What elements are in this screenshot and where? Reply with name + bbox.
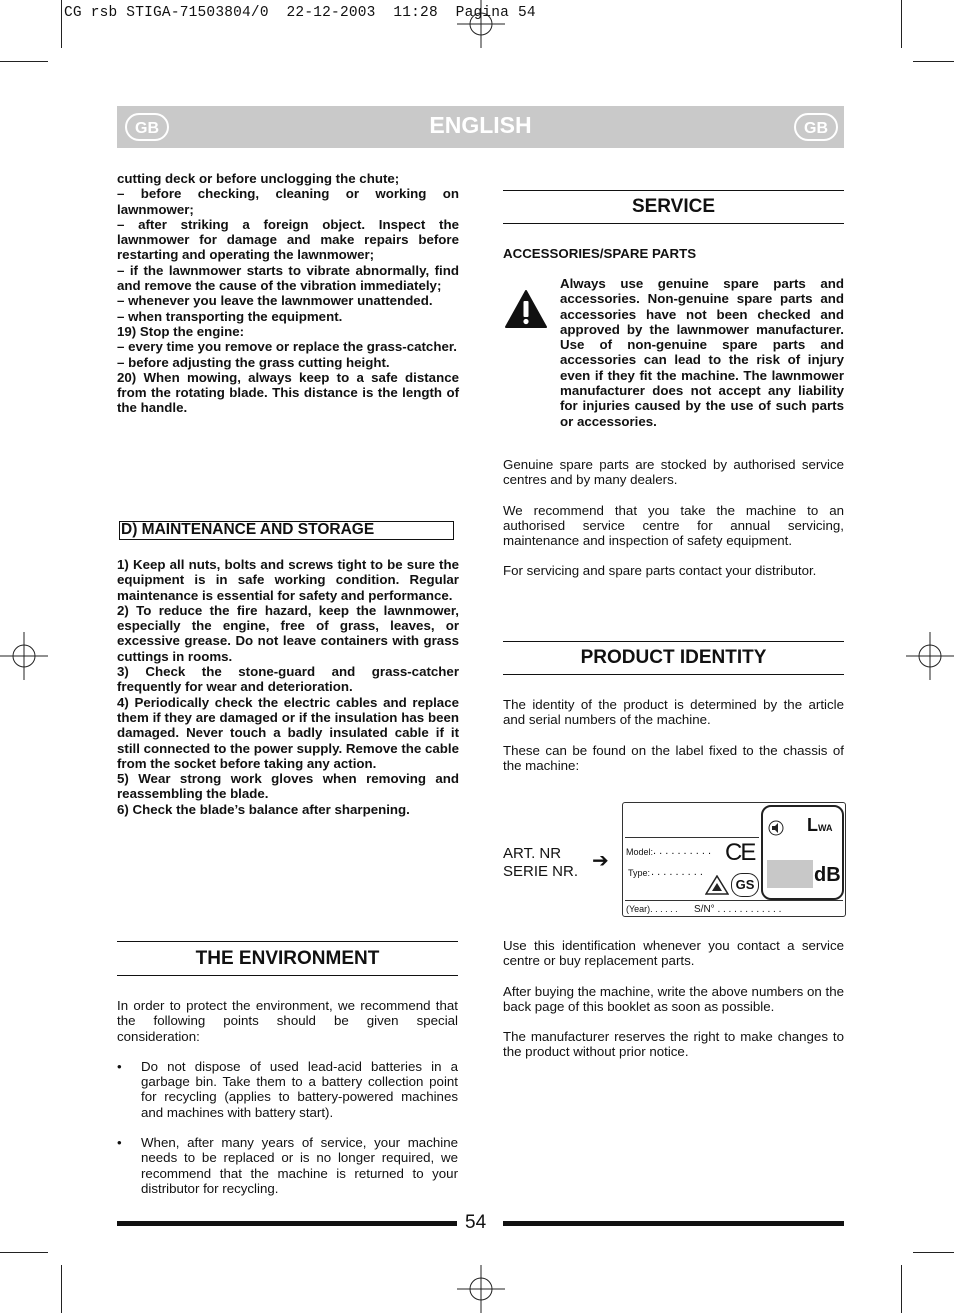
- language-title: ENGLISH: [429, 112, 532, 138]
- crop-mark: [901, 0, 902, 48]
- service-heading: SERVICE: [631, 196, 716, 217]
- label-model-dots: . . . . . . . . . .: [653, 845, 712, 857]
- crop-mark: [61, 1265, 62, 1313]
- art-nr-callout: ART. NR: [503, 845, 562, 862]
- lwa-symbol: [807, 815, 833, 836]
- safety-line: – before checking, cleaning or working on lawnmower;: [117, 186, 459, 217]
- section-rule: [117, 975, 458, 976]
- bullet-text: Do not dispose of used lead-acid batteries in a garbage bin. Take them to a battery collection point for recycling (applies to battery-powered machines and machines with battery start).: [141, 1058, 458, 1120]
- maintenance-item: 5) Wear strong work gloves when removing and reassembling the blade.: [117, 771, 459, 802]
- identity-body-after: [503, 938, 844, 1060]
- crop-mark: [913, 61, 954, 62]
- maintenance-item: 6) Check the blade’s balance after sharpening.: [117, 801, 410, 817]
- crop-mark: [61, 0, 62, 48]
- service-paragraph: We recommend that you take the machine to an authorised service centre for annual servicing, maintenance and inspection of safety equipment.: [503, 502, 844, 549]
- maintenance-heading: D) MAINTENANCE AND STORAGE: [121, 521, 375, 538]
- warning-triangle-icon: [504, 289, 548, 329]
- maintenance-item: 2) To reduce the fire hazard, keep the lawnmower, especially the engine, free of grass, leaves, or excessive grease. Do not leave containers with grass cuttings in rooms.: [117, 602, 459, 664]
- label-model: Model:: [626, 847, 654, 857]
- certification-triangle-icon: [705, 875, 729, 895]
- list-item: [117, 1135, 458, 1196]
- maintenance-item: 4) Periodically check the electric cables and replace them if they are damaged or if the insulation has been damaged. Never touch a badly insulated cable if it still connected to the power supply. Remove the cable from the socket before taking any action.: [117, 694, 459, 771]
- crop-mark: [0, 61, 48, 62]
- warning-text: Always use genuine spare parts and accessories. Non-genuine spare parts and accessories have not been checked and approved by the lawnmower manufacturer. Use of non-genuine spare parts and accessories can lead to the risk of injury even if they fit the machine. The lawnmower manufacturer does not accept any liability for injuries caused by the use of such parts or accessories.: [560, 276, 844, 429]
- bullet-text: When, after many years of service, your machine needs to be replaced or is no longer required, we recommend that the machine is returned to your distributor for recycling.: [141, 1135, 458, 1196]
- lwa-subscript: WA: [818, 823, 833, 833]
- registration-mark-icon: [457, 1265, 505, 1313]
- label-type: Type:: [628, 868, 651, 878]
- print-slug: CG rsb STIGA-71503804/0 22-12-2003 11:28 Pagina 54: [64, 5, 536, 21]
- footer-rule: [503, 1221, 844, 1226]
- section-rule: [503, 223, 844, 224]
- identity-body: [503, 697, 844, 773]
- safety-line: – every time you remove or replace the grass-catcher.: [117, 339, 457, 355]
- safety-line: 20) When mowing, always keep to a safe distance from the rotating blade. This distance is the length of the handle.: [117, 369, 459, 416]
- gb-badge-icon: GB: [125, 113, 169, 141]
- gb-badge-icon: GB: [794, 113, 838, 141]
- bullet-icon: •: [117, 1135, 122, 1151]
- label-type-dots: . . . . . . . . .: [651, 866, 703, 878]
- section-rule: [503, 641, 844, 642]
- noise-level-box: [761, 805, 844, 900]
- safety-line: – after striking a foreign object. Inspect the lawnmower for damage and make repairs before restarting and operating the lawnmower;: [117, 216, 459, 263]
- lwa-letter: L: [807, 815, 818, 835]
- maintenance-list: [117, 557, 459, 817]
- label-callouts: [503, 845, 578, 881]
- safety-line: – whenever you leave the lawnmower unattended.: [117, 293, 433, 309]
- service-body: [503, 457, 844, 579]
- crop-mark: [0, 1252, 48, 1253]
- maintenance-heading-box: [119, 521, 454, 540]
- ce-mark-icon: CE: [725, 839, 755, 866]
- label-rule: [625, 837, 759, 838]
- safety-line: – when transporting the equipment.: [117, 308, 343, 324]
- identity-paragraph: The identity of the product is determined by the article and serial numbers of the machine.: [503, 697, 844, 728]
- maintenance-item: 3) Check the stone-guard and grass-catcher frequently for wear and deterioration.: [117, 664, 459, 695]
- page-number: 54: [465, 1212, 487, 1233]
- label-rule: [625, 900, 843, 901]
- safety-line: – if the lawnmower starts to vibrate abnormally, find and remove the cause of the vibration immediately;: [117, 262, 459, 294]
- identity-paragraph: These can be found on the label fixed to the chassis of the machine:: [503, 742, 844, 773]
- safety-line: 19) Stop the engine:: [117, 323, 245, 339]
- service-paragraph: For servicing and spare parts contact your distributor.: [503, 563, 817, 579]
- section-rule: [503, 674, 844, 675]
- noise-value-field: [767, 860, 813, 888]
- label-year: (Year). . . . . .: [626, 904, 678, 914]
- environment-body: [117, 998, 458, 1196]
- list-item: [117, 1059, 458, 1120]
- accessories-heading: ACCESSORIES/SPARE PARTS: [503, 246, 697, 261]
- label-sn: S/N° . . . . . . . . . . . .: [694, 904, 782, 915]
- identity-heading: PRODUCT IDENTITY: [580, 647, 767, 668]
- bullet-icon: •: [117, 1058, 122, 1074]
- sound-icon: [768, 819, 784, 837]
- gs-mark-icon: GS: [731, 873, 759, 897]
- crop-mark: [901, 1265, 902, 1313]
- safety-line: cutting deck or before unclogging the chute;: [117, 171, 400, 186]
- registration-mark-icon: [0, 632, 48, 680]
- language-banner: [117, 106, 844, 148]
- environment-heading: THE ENVIRONMENT: [195, 948, 380, 969]
- identity-paragraph: Use this identification whenever you contact a service centre or buy replacement parts.: [503, 938, 844, 969]
- db-unit: dB: [814, 864, 841, 886]
- environment-intro: In order to protect the environment, we recommend that the following points should be given special consideration:: [117, 998, 458, 1044]
- identity-paragraph: After buying the machine, write the above numbers on the back page of this booklet as soon as possible.: [503, 983, 844, 1014]
- identity-paragraph: The manufacturer reserves the right to make changes to the product without prior notice.: [503, 1029, 844, 1060]
- product-label: [622, 802, 846, 917]
- arrow-icon: ➔: [592, 850, 609, 872]
- serie-nr-callout: SERIE NR.: [503, 863, 579, 880]
- footer-rule: [117, 1221, 457, 1226]
- section-rule: [117, 941, 458, 942]
- safety-continuation: [117, 171, 459, 416]
- maintenance-item: 1) Keep all nuts, bolts and screws tight to be sure the equipment is in safe working condition. Regular maintenance is essential for safety and performance.: [117, 557, 459, 603]
- section-rule: [503, 190, 844, 191]
- crop-mark: [913, 1252, 954, 1253]
- service-paragraph: Genuine spare parts are stocked by authorised service centres and by many dealers.: [503, 457, 844, 488]
- registration-mark-icon: [906, 632, 954, 680]
- safety-line: – before adjusting the grass cutting height.: [117, 354, 390, 370]
